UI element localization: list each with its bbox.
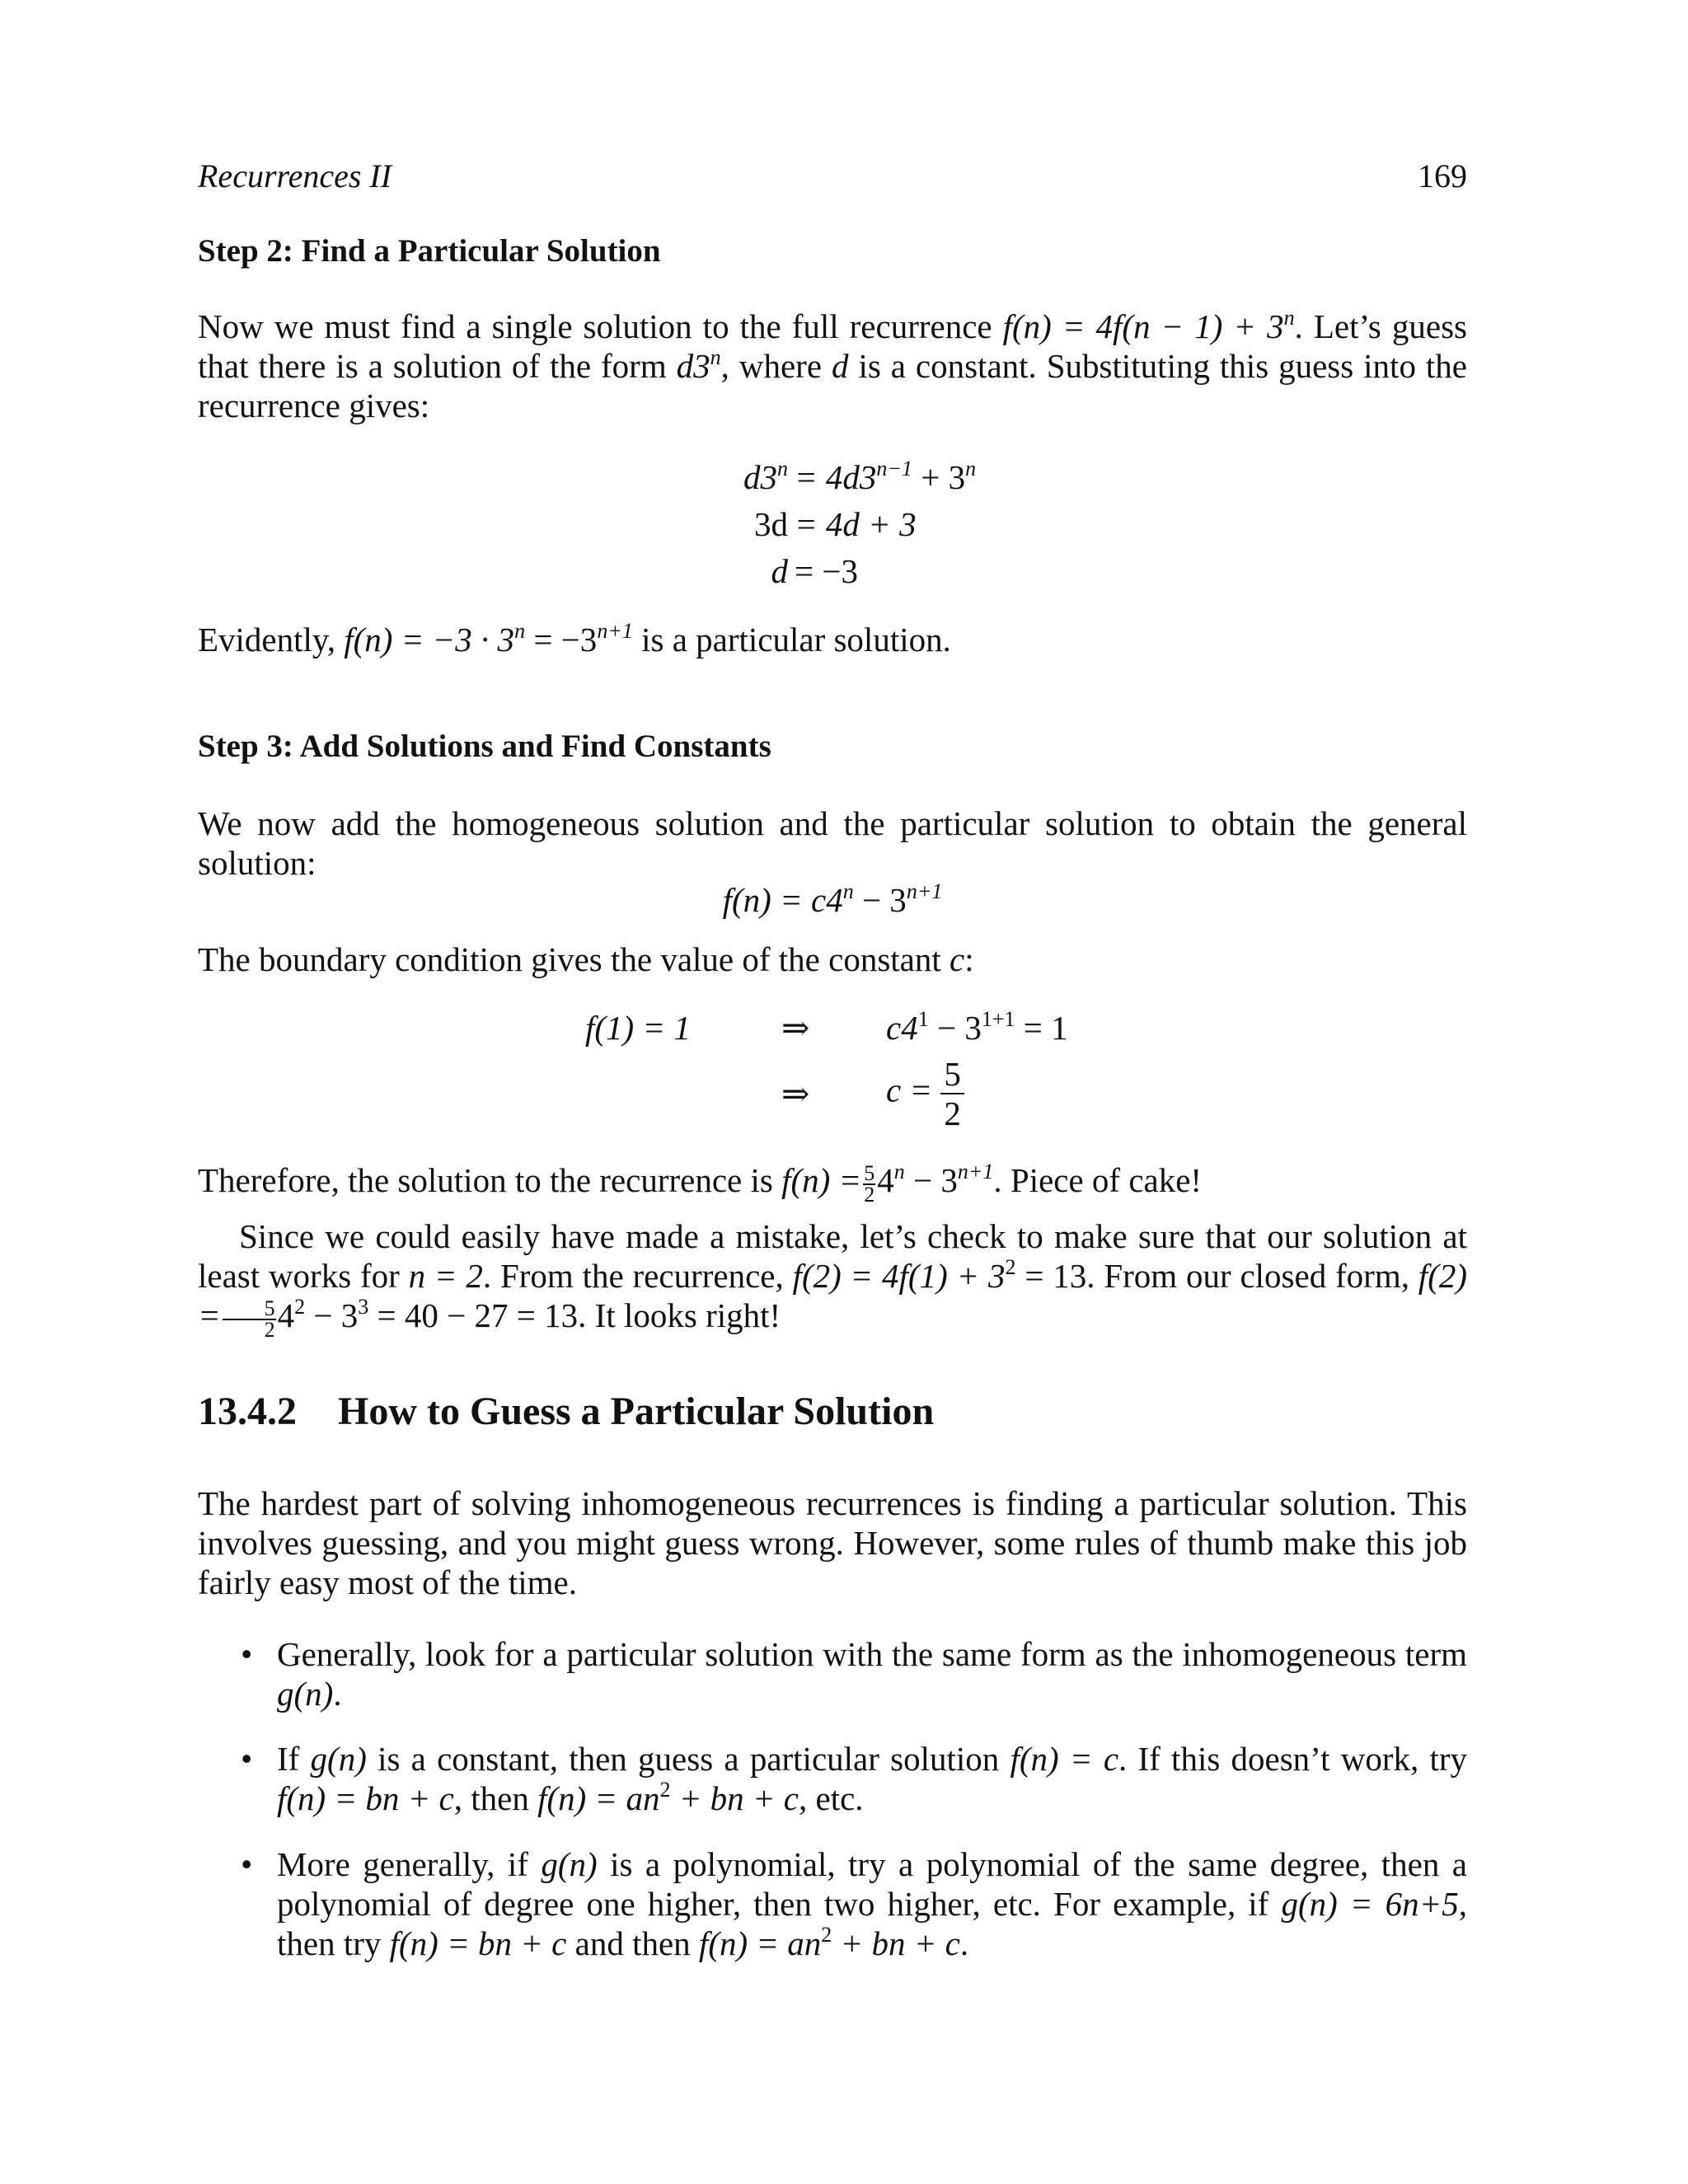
check-paragraph: Since we could easily have made a mistake, let’s check to make sure that our solution at least works for n = 2. From the recurrence, $f(2) = 4f(1) + 3^2 = 13$. From our closed form, f(2) = $\frac{5}{2}$ $4^2 - 3^3 = 40 - 27 = 13$. It looks right! [198,1217,1467,1342]
boundary-rhs-1: $c4^1 - 3^{1+1} = 1$ [886,1007,1068,1047]
page-number: 169 [1418,157,1467,194]
equation-1-rhs: = $4d3^{n-1} + 3^n$ [795,457,977,496]
step3-paragraph: We now add the homogeneous solution and the particular solution to obtain the general solution: [198,804,1467,882]
section-heading: 13.4.2 How to Guess a Particular Solution [198,1390,935,1433]
therefore-sentence: Therefore, the solution to the recurrence is f(n) = $\frac{5}{2}$ $4^n - 3^{n+1}$. Piece of cake! [198,1160,1203,1207]
running-header-title: Recurrences II [198,157,392,194]
bullet-dot: • [241,1740,253,1778]
inline-fraction: $\frac{5}{2}$ [864,1160,875,1207]
bullet-text: Generally, look for a particular solution with the same form as the inhomogeneous term g(n). [277,1635,1467,1713]
implies-arrow-1: ⇒ [781,1009,810,1047]
equation-2-lhs: 3d [754,505,788,543]
inline-fraction: $\frac{5}{2}$ [223,1299,276,1340]
boundary-lhs: f(1) = 1 [585,1009,691,1047]
bullet-dot: • [241,1845,253,1883]
equation-2-rhs: = 4d + 3 [795,505,917,543]
fraction-five-halves: $\frac{5}{2}$ [940,1055,964,1132]
equation-3-lhs: d [771,552,788,590]
bullet-text: If g(n) is a constant, then guess a particular solution f(n) = c. If this doesn’t work, try f(n) = bn + c, then $f(n) = an^2$ + bn + c, etc. [277,1740,1468,1817]
boundary-rhs-2: c = $\frac{5}{2}$ [886,1055,964,1132]
step2-conclusion: Evidently, $f(n) = -3 \cdot 3^n = -3^{n+1}$ is a particular solution. [198,619,951,658]
section-intro: The hardest part of solving inhomogeneous recurrences is finding a particular solution. This involves guessing, and you might guess wrong. However, some rules of thumb make this job fairly easy most of the time. [198,1484,1467,1601]
page [198,0,1467,2184]
equation-3-rhs: = −3 [795,552,858,590]
bullet-dot: • [241,1635,253,1673]
boundary-condition-text: The boundary condition gives the value of the constant c: [198,940,974,978]
implies-arrow-2: ⇒ [781,1075,810,1113]
general-solution-equation: $f(n) = c4^n - 3^{n+1}$ [722,879,943,919]
equation-1-lhs: d3$^n$ [743,457,788,496]
step3-heading: Step 3: Add Solutions and Find Constants [198,729,771,764]
step2-paragraph: Now we must find a single solution to the full recurrence $f(n) = 4f(n - 1) + 3^n$. Let’s guess that there is a solution of the form d3$^n$, where d is a constant. Substituting this guess into the recurrence gives: [198,306,1467,424]
step2-heading: Step 2: Find a Particular Solution [198,233,661,269]
bullet-text: More generally, if g(n) is a polynomial, try a polynomial of the same degree, then a polynomial of degree one higher, then two higher, etc. For example, if g(n) = 6n+5, then try f(n) = bn + c and then $f(n) = an^2$ + bn + c. [277,1845,1468,1962]
